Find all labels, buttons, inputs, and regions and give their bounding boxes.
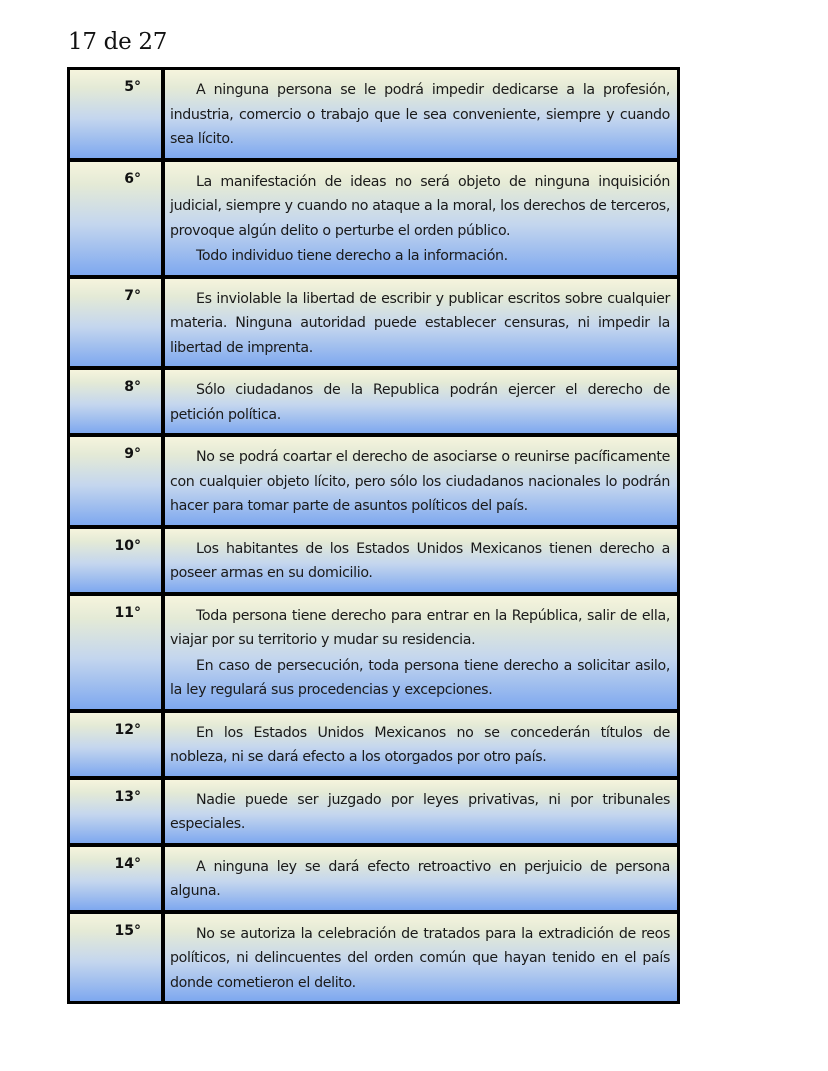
article-paragraph: Los habitantes de los Estados Unidos Mexicanos tienen derecho a poseer armas en su domicilio. — [170, 540, 670, 581]
article-row — [70, 596, 677, 709]
article-number: 12° — [70, 713, 161, 776]
article-row — [70, 529, 677, 592]
article-text — [165, 370, 677, 433]
article-text — [165, 847, 677, 910]
article-paragraph: En caso de persecución, toda persona tiene derecho a solicitar asilo, la ley regulará sus procedencias y excepciones. — [170, 657, 670, 698]
article-row — [70, 780, 677, 843]
article-number: 6° — [70, 162, 161, 275]
article-row — [70, 162, 677, 275]
article-paragraph: A ninguna persona se le podrá impedir dedicarse a la profesión, industria, comercio o trabajo que le sea conveniente, siempre y cuando sea lícito. — [170, 82, 670, 147]
article-text — [165, 780, 677, 843]
article-number: 10° — [70, 529, 161, 592]
article-paragraph: Sólo ciudadanos de la Republica podrán ejercer el derecho de petición política. — [170, 382, 670, 423]
article-paragraph: En los Estados Unidos Mexicanos no se concederán títulos de nobleza, ni se dará efecto a los otorgados por otro país. — [170, 724, 670, 765]
article-text — [165, 437, 677, 525]
article-row — [70, 914, 677, 1002]
article-text — [165, 596, 677, 709]
article-text — [165, 279, 677, 367]
article-number: 5° — [70, 70, 161, 158]
article-text — [165, 713, 677, 776]
article-number: 9° — [70, 437, 161, 525]
article-row — [70, 370, 677, 433]
article-paragraph: A ninguna ley se dará efecto retroactivo en perjuicio de persona alguna. — [170, 858, 670, 899]
article-paragraph: La manifestación de ideas no será objeto de ninguna inquisición judicial, siempre y cuando no ataque a la moral, los derechos de terceros, provoque algún delito o perturbe el orden público. — [170, 173, 670, 239]
article-row — [70, 713, 677, 776]
page-indicator: 17 de 27 — [68, 29, 168, 55]
article-text — [165, 914, 677, 1002]
articles-table — [67, 67, 680, 1004]
article-row — [70, 847, 677, 910]
article-number: 14° — [70, 847, 161, 910]
article-paragraph: Toda persona tiene derecho para entrar en la República, salir de ella, viajar por su territorio y mudar su residencia. — [170, 607, 670, 648]
article-number: 15° — [70, 914, 161, 1002]
article-text — [165, 70, 677, 158]
article-number: 7° — [70, 279, 161, 367]
article-paragraph: No se podrá coartar el derecho de asociarse o reunirse pacíficamente con cualquier objeto lícito, pero sólo los ciudadanos nacionales lo podrán hacer para tomar parte de asuntos políticos del país. — [170, 449, 670, 514]
article-paragraph: Es inviolable la libertad de escribir y publicar escritos sobre cualquier materia. Ninguna autoridad puede establecer censuras, ni impedir la libertad de imprenta. — [170, 290, 670, 356]
article-row — [70, 70, 677, 158]
article-number: 8° — [70, 370, 161, 433]
article-text — [165, 162, 677, 275]
article-paragraph: No se autoriza la celebración de tratados para la extradición de reos políticos, ni delincuentes del orden común que hayan tenido en el país donde cometieron el delito. — [170, 925, 670, 991]
article-paragraph: Todo individuo tiene derecho a la información. — [196, 248, 508, 264]
article-number: 13° — [70, 780, 161, 843]
article-number: 11° — [70, 596, 161, 709]
article-paragraph: Nadie puede ser juzgado por leyes privativas, ni por tribunales especiales. — [170, 791, 670, 832]
article-row — [70, 437, 677, 525]
article-row — [70, 279, 677, 367]
article-text — [165, 529, 677, 592]
